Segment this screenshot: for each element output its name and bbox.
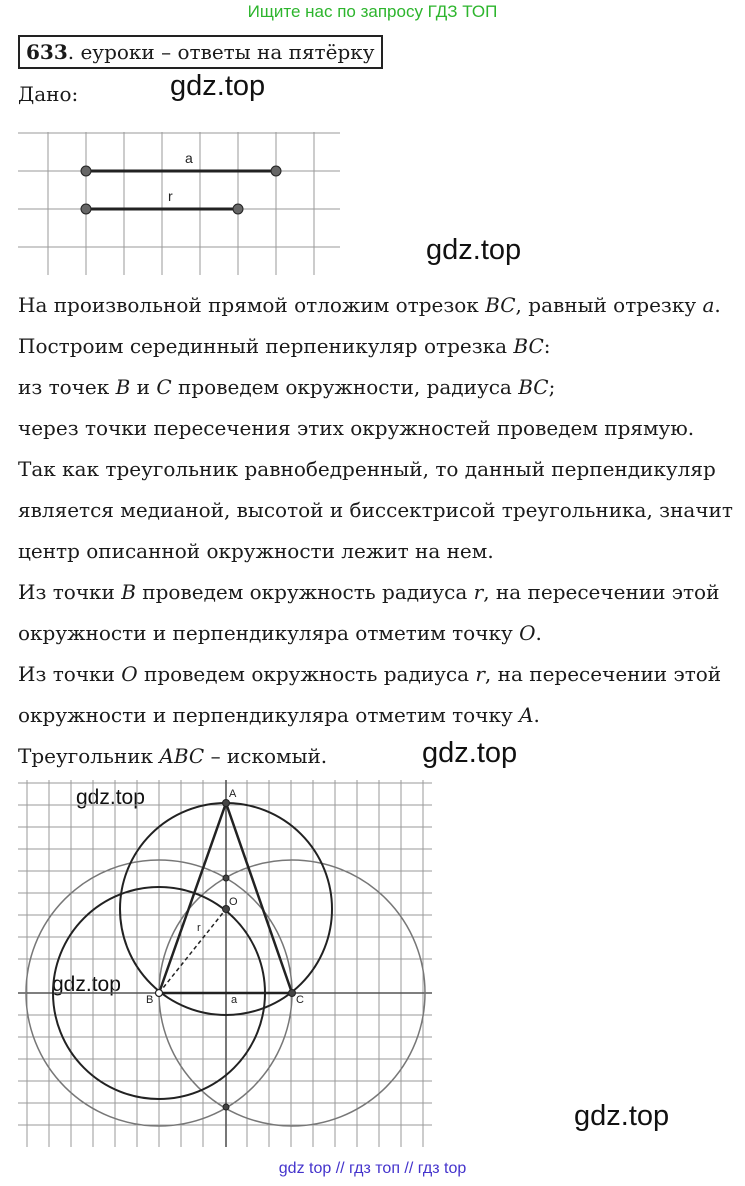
math-symbol: B [121,580,136,604]
text-run: , равный отрезку [515,293,703,317]
text-run: и [130,375,157,399]
text-line [18,531,738,572]
label-c: C [296,994,304,1006]
task-title [18,35,383,69]
text-run: проведем окружности, радиуса [171,375,519,399]
text-line [18,572,738,613]
segment-a [81,166,281,176]
math-symbol: O [121,662,138,686]
text-run: . [535,621,542,645]
watermark: gdz.top [574,1100,670,1132]
text-run: Треугольник [18,744,160,768]
point-intersection-top [223,875,229,881]
watermark: gdz.top [426,234,522,266]
solution-text [18,285,738,777]
point-a [223,800,230,807]
math-symbol: C [156,375,172,399]
radius-r-dashed [159,909,226,993]
task-number: 633 [26,40,68,64]
top-search-link[interactable]: Ищите нас по запросу ГДЗ ТОП [247,2,498,21]
math-symbol: a [702,293,715,317]
text-line [18,654,738,695]
text-run: ; [548,375,556,399]
text-run: Из точки [18,662,122,686]
text-run: является медианой, высотой и биссектрисой треугольника, значит [18,498,733,522]
label-r: r [197,922,201,934]
text-run: Построим серединный перпеникуляр отрезка [18,334,514,358]
text-run: , на пересечении этой [484,662,722,686]
math-symbol: BC [485,293,516,317]
given-label: Дано: [18,82,79,106]
text-line [18,695,738,736]
task-site: . еуроки – ответы на пятёрку [67,40,375,64]
text-line [18,736,738,777]
text-run: . [533,703,540,727]
text-line [18,449,738,490]
segment-r-label: r [168,188,173,204]
text-line [18,285,738,326]
math-symbol: ABC [159,744,205,768]
text-run: Так как треугольник равнобедренный, то данный перпендикуляр [18,457,716,481]
text-run: – искомый. [204,744,328,768]
point-b [156,990,163,997]
watermark: gdz.top [76,786,145,809]
text-run: : [543,334,551,358]
construction-figure [0,775,440,1150]
footer-links: gdz top // гдз топ // гдз top [278,1160,467,1177]
watermark: gdz.top [170,70,266,102]
label-a: A [229,788,237,800]
watermark: gdz.top [52,973,121,996]
text-line [18,408,738,449]
math-symbol: r [475,662,485,686]
text-run: проведем окружность радиуса [135,580,474,604]
math-symbol: A [519,703,534,727]
text-run: проведем окружность радиуса [137,662,476,686]
point-c [289,990,296,997]
text-run: окружности и перпендикуляра отметим точку [18,703,520,727]
math-symbol: BC [518,375,549,399]
text-line [18,326,738,367]
text-run: через точки пересечения этих окружностей проведем прямую. [18,416,695,440]
text-run: окружности и перпендикуляра отметим точку [18,621,520,645]
math-symbol: BC [513,334,544,358]
text-run: Из точки [18,580,122,604]
watermark: gdz.top [422,737,518,769]
segment-a-label: a [185,150,193,166]
given-segments-figure [0,115,360,285]
text-line [18,613,738,654]
text-run: , на пересечении этой [483,580,720,604]
text-run: центр описанной окружности лежит на нем. [18,539,494,563]
text-line [18,490,738,531]
text-line [18,367,738,408]
math-symbol: r [473,580,484,604]
axes [18,780,432,1147]
text-run: . [714,293,721,317]
math-symbol: B [115,375,131,399]
text-run: из точек [18,375,116,399]
point-intersection-bottom [223,1104,229,1110]
label-o: O [229,896,238,908]
label-segment-a: a [231,994,238,1006]
label-b: B [146,994,154,1006]
math-symbol: O [519,621,536,645]
text-run: На произвольной прямой отложим отрезок [18,293,486,317]
